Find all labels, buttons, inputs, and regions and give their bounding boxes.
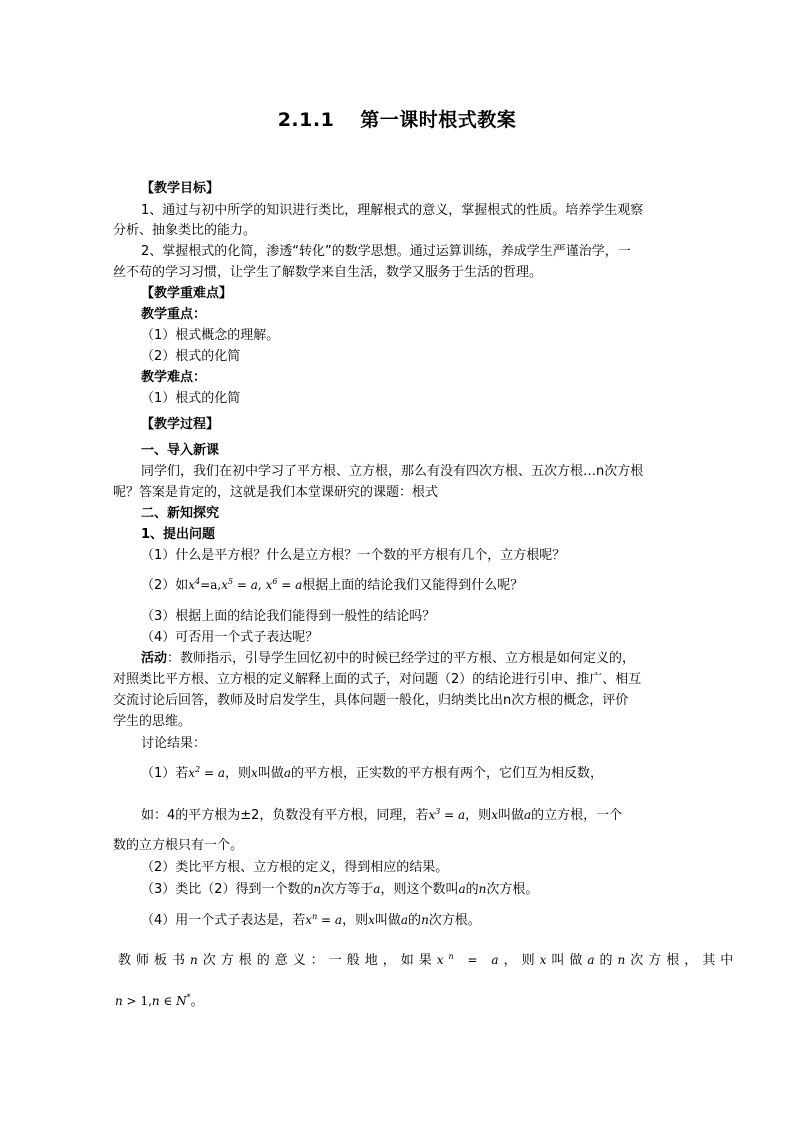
result-3-text-b: 次方等于 <box>321 882 374 897</box>
key-point-2: （2）根式的化简 <box>141 349 241 364</box>
result-4-text-a: （4）用一个式子表达是，若 <box>141 913 306 928</box>
result-1-text-c: 叫做 <box>257 766 284 781</box>
result-2: （2）类比平方根、立方根的定义，得到相应的结果。 <box>141 860 449 875</box>
goal-1-line-1: 1、通过与初中所学的知识进行类比，理解根式的意义，掌握根式的性质。培养学生观察 <box>141 203 644 218</box>
result-3-text-c: ，则这个数叫 <box>380 882 459 897</box>
question-2 <box>141 576 523 595</box>
question-2-prefix: （2）如 <box>141 578 189 593</box>
intro-line-1: 同学们，我们在初中学习了平方根、立方根，那么有没有四次方根、五次方根…n次方根 <box>141 464 644 479</box>
key-point-1: （1）根式概念的理解。 <box>141 328 280 343</box>
result-4-text-c: 叫做 <box>374 913 401 928</box>
var-x: x <box>368 913 375 927</box>
var-a: a <box>373 882 381 896</box>
section-heading-process: 【教学过程】 <box>141 417 220 432</box>
var-a: a <box>523 808 532 822</box>
goal-1-line-2: 分析、抽象类比的能力。 <box>113 223 257 238</box>
activity-line-1 <box>141 650 635 668</box>
var-n: n <box>421 913 429 927</box>
section-heading-keypoints: 【教学重难点】 <box>141 286 233 301</box>
title-number: 2.1.1 <box>277 109 335 131</box>
result-4-text-d: 的 <box>408 913 422 928</box>
board-text-d: 叫做 <box>551 953 588 968</box>
var-n: n <box>313 882 322 896</box>
question-4: （4）可否用一个式子表达呢？ <box>141 630 319 645</box>
goal-2-line-2: 丝不苟的学习习惯，让学生了解数学来自生活，数学又服务于生活的哲理。 <box>113 265 543 280</box>
var-a: a <box>283 766 291 780</box>
result-4 <box>141 911 481 930</box>
page-title <box>0 105 794 132</box>
example-text-c: 叫做 <box>497 808 524 823</box>
intro-line-2: 呢？答案是肯定的，这就是我们本堂课研究的课题：根式 <box>113 485 439 500</box>
board-line-1 <box>118 951 738 970</box>
activity-line-2: 对照类比平方根、立方根的定义解释上面的式子，对问题（2）的结论进行引申、推广、相互 <box>113 672 642 687</box>
activity-line-3: 交流讨论后回答，教师及时启发学生，具体问题一般化，归纳类比出n次方根的概念，评价 <box>113 693 629 708</box>
question-3: （3）根据上面的结论我们能得到一般性的结论吗？ <box>141 609 436 624</box>
result-3-text-e: 次方根。 <box>486 882 539 897</box>
goal-2-line-1: 2、掌握根式的化简，渗透“转化”的数学思想。通过运算训练，养成学生严谨治学，一 <box>141 244 631 259</box>
board-text-b: 次方根的意义：一般地，如果 <box>202 953 437 968</box>
formula-nth-board: $x^n = a$ <box>436 952 504 967</box>
difficulty-1: （1）根式的化简 <box>141 391 241 406</box>
var-n: n <box>617 953 631 967</box>
board-text-c: ，则 <box>503 953 540 968</box>
result-1-text-b: ，则 <box>225 766 252 781</box>
activity-text: ：教师指示，引导学生回忆初中的时候已经学过的平方根、立方根是如何定义的， <box>167 651 636 666</box>
example-line-2: 数的立方根只有一个。 <box>113 838 244 853</box>
result-1-text-d: 的平方根，正实数的平方根有两个，它们互为相反数， <box>290 766 603 781</box>
result-4-text-e: 次方根。 <box>428 913 481 928</box>
formula-cube: $x^3 = a$ <box>428 807 466 822</box>
result-4-text-b: ，则 <box>342 913 369 928</box>
result-3-text-d: 的 <box>465 882 479 897</box>
example-line-1 <box>141 806 622 825</box>
activity-line-4: 学生的思维。 <box>113 714 192 729</box>
var-a: a <box>587 953 600 967</box>
board-line-end: 。 <box>190 994 204 1009</box>
var-a: a <box>458 882 466 896</box>
var-n: n <box>190 953 203 967</box>
part-2-heading: 二、新知探究 <box>141 506 220 521</box>
example-text-d: 的立方根，一个 <box>531 808 623 823</box>
example-text-a: 如：4的平方根为±2，负数没有平方根，同理，若 <box>141 808 429 823</box>
board-text-a: 教师板书 <box>118 953 191 968</box>
board-text-e: 的 <box>599 953 618 968</box>
title-text: 第一课时根式教案 <box>360 109 517 131</box>
section-heading-goals: 【教学目标】 <box>141 181 220 196</box>
part-1-heading: 一、导入新课 <box>141 443 220 458</box>
difficulty-label: 教学难点： <box>141 370 207 385</box>
key-points-label: 教学重点： <box>141 307 207 322</box>
result-1-text-a: （1）若 <box>141 766 189 781</box>
formula-nth: $x^n = a$ <box>305 912 343 927</box>
discussion-label: 讨论结果： <box>141 736 207 751</box>
var-x: x <box>491 808 498 822</box>
activity-label: 活动 <box>141 651 168 666</box>
formula-square: $x^2 = a$ <box>188 765 226 780</box>
board-text-f: 次方根，其中 <box>630 953 739 968</box>
formula-powers: $x^4=a,x^5 = a$, $x^6 = a$ <box>188 577 303 592</box>
var-n: n <box>478 882 487 896</box>
sub-1-heading: 1、提出问题 <box>141 527 216 542</box>
result-3-text-a: （3）类比（2）得到一个数的 <box>141 882 314 897</box>
question-1: （1）什么是平方根？什么是立方根？一个数的平方根有几个，立方根呢？ <box>141 548 566 563</box>
formula-condition: n > 1,n ∈ N* <box>115 993 191 1008</box>
result-3 <box>141 880 538 899</box>
var-a: a <box>400 913 409 927</box>
board-line-2 <box>115 992 204 1011</box>
var-x: x <box>539 953 552 967</box>
result-1 <box>141 764 603 783</box>
example-text-b: ，则 <box>465 808 492 823</box>
var-x: x <box>251 766 258 780</box>
question-2-suffix: 根据上面的结论我们又能得到什么呢？ <box>302 578 524 593</box>
